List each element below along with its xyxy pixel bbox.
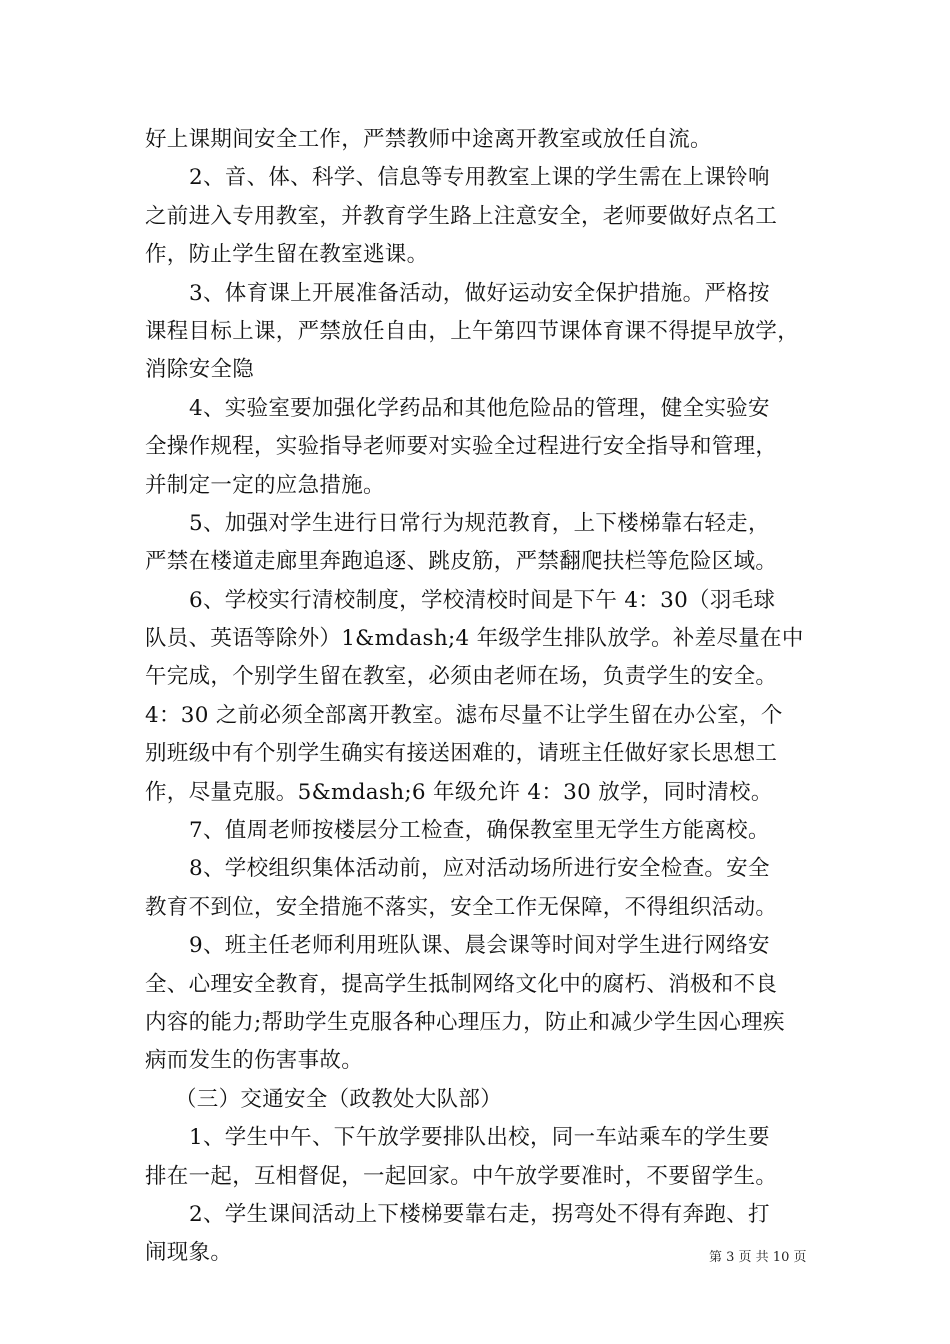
text-line: 7、值周老师按楼层分工检查，确保教室里无学生方能离校。 <box>189 818 770 844</box>
text-line: 6、学校实行清校制度，学校清校时间是下午 4：30（羽毛球 <box>189 587 776 613</box>
text-line: 严禁在楼道走廊里奔跑追逐、跳皮筋，严禁翻爬扶栏等危险区域。 <box>145 549 778 575</box>
text-line: 教育不到位，安全措施不落实，安全工作无保障，不得组织活动。 <box>145 894 778 920</box>
text-line: 全、心理安全教育，提高学生抵制网络文化中的腐朽、消极和不良 <box>145 971 778 997</box>
text-line: 2、学生课间活动上下楼梯要靠右走，拐弯处不得有奔跑、打 <box>189 1201 770 1227</box>
text-line: 闹现象。 <box>145 1240 233 1266</box>
text-line: 4：30 之前必须全部离开教室。滤布尽量不让学生留在办公室，个 <box>145 702 783 728</box>
text-line: 并制定一定的应急措施。 <box>145 472 385 498</box>
text-line: 之前进入专用教室，并教育学生路上注意安全，老师要做好点名工 <box>145 203 778 229</box>
text-line: 2、音、体、科学、信息等专用教室上课的学生需在上课铃响 <box>189 165 770 191</box>
page-number: 第 3 页 共 10 页 <box>709 1250 807 1265</box>
text-line: 1、学生中午、下午放学要排队出校，同一车站乘车的学生要 <box>189 1125 770 1151</box>
text-line: 消除安全隐 <box>145 357 255 383</box>
text-line: 排在一起，互相督促，一起回家。中午放学要准时，不要留学生。 <box>145 1163 778 1189</box>
text-line: 好上课期间安全工作，严禁教师中途离开教室或放任自流。 <box>145 127 712 152</box>
document-body <box>145 121 815 1273</box>
text-line: 9、班主任老师利用班队课、晨会课等时间对学生进行网络安 <box>189 933 770 959</box>
text-line: 午完成，个别学生留在教室，必须由老师在场，负责学生的安全。 <box>145 664 778 690</box>
text-line: 全操作规程，实验指导老师要对实验全过程进行安全指导和管理， <box>145 434 778 460</box>
text-line: 4、实验室要加强化学药品和其他危险品的管理，健全实验安 <box>189 395 770 421</box>
text-line: 课程目标上课，严禁放任自由，上午第四节课体育课不得提早放学， <box>145 318 800 344</box>
text-line: 队员、英语等除外）1&mdash;4 年级学生排队放学。补差尽量在中 <box>145 626 804 652</box>
text-line: 3、体育课上开展准备活动，做好运动安全保护措施。严格按 <box>189 280 770 306</box>
text-line: 作，防止学生留在教室逃课。 <box>145 242 429 268</box>
text-line: 病而发生的伤害事故。 <box>145 1048 364 1074</box>
text-line: 5、加强对学生进行日常行为规范教育，上下楼梯靠右轻走， <box>189 510 770 536</box>
text-line: 作，尽量克服。5&mdash;6 年级允许 4：30 放学，同时清校。 <box>145 779 773 805</box>
text-line: 内容的能力;帮助学生克服各种心理压力，防止和减少学生因心理疾 <box>145 1009 785 1035</box>
text-line: 8、学校组织集体活动前，应对活动场所进行安全检查。安全 <box>189 856 770 882</box>
text-line: （三）交通安全（政教处大队部） <box>175 1086 503 1112</box>
text-line: 别班级中有个别学生确实有接送困难的，请班主任做好家长思想工 <box>145 741 778 767</box>
